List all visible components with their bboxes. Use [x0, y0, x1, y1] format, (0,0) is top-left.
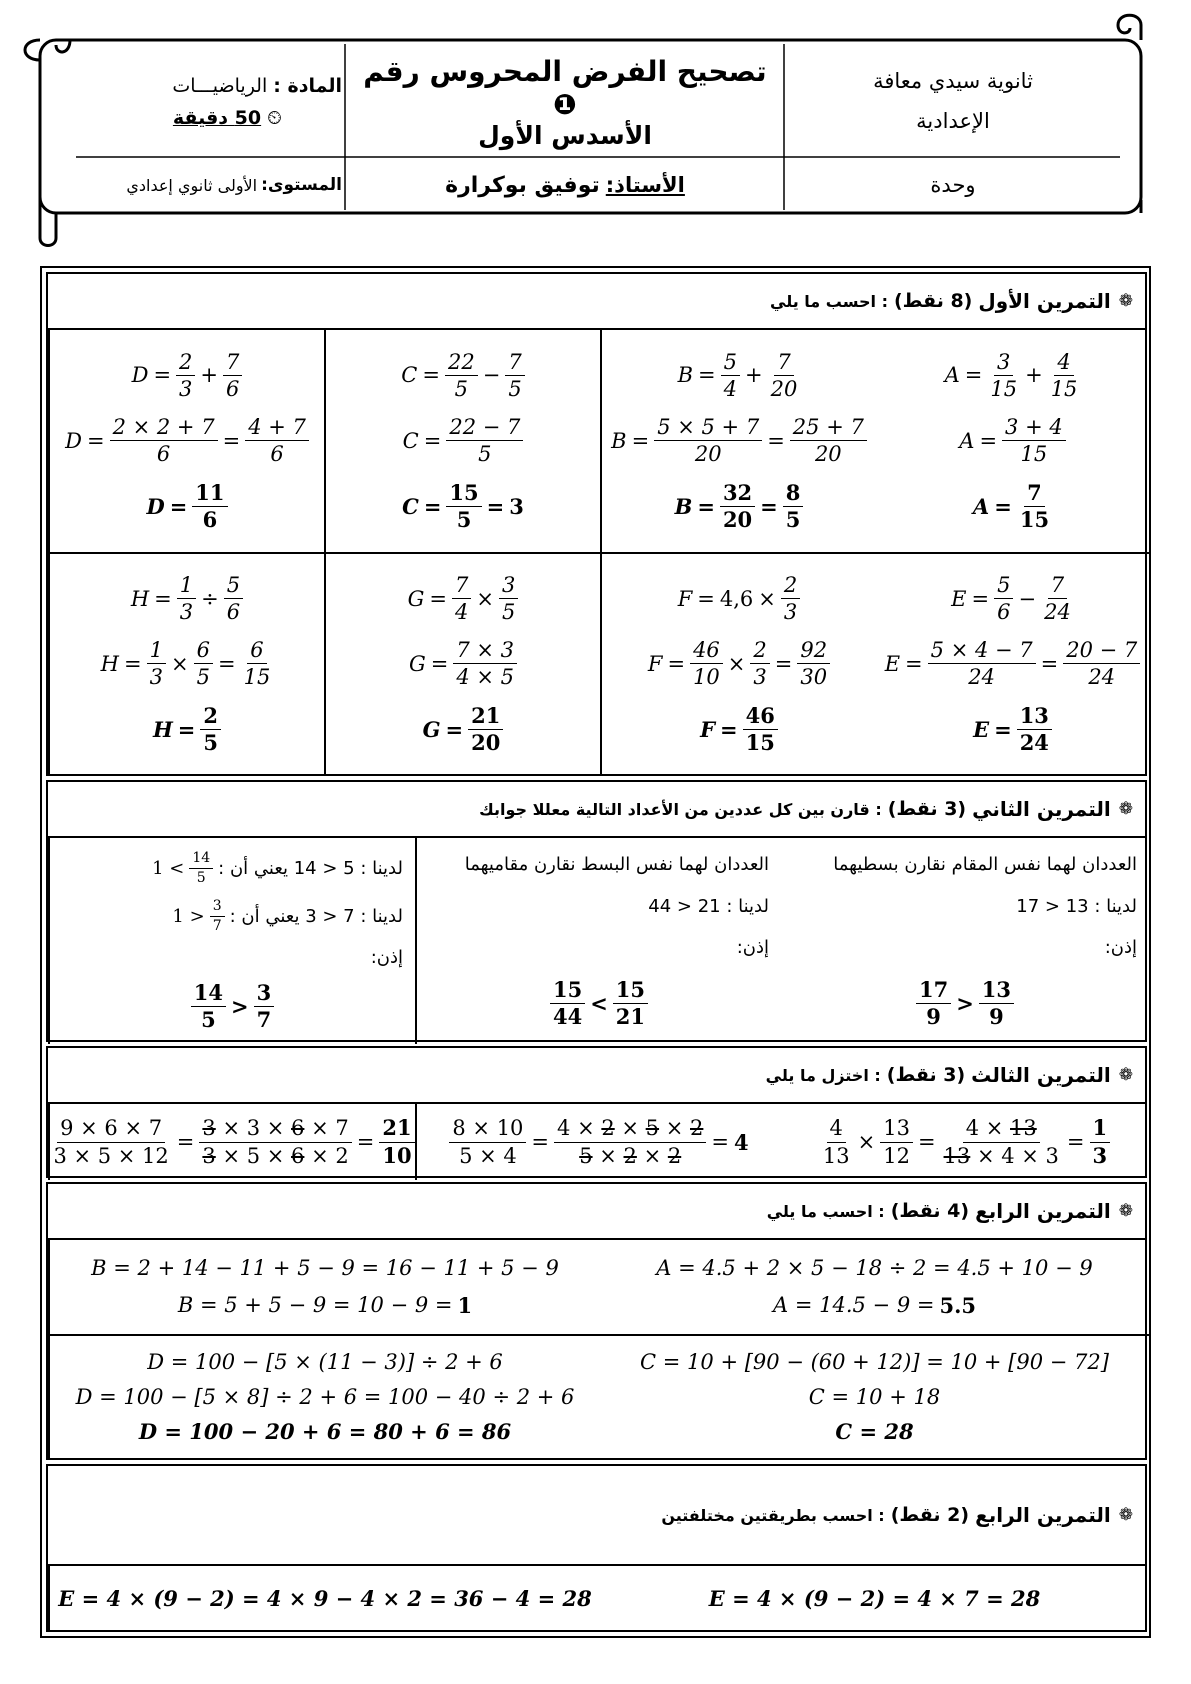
calc-A: A = $\frac{3}{15}$ + $\frac{4}{15}$ A = $\frac{3 + 4}{15}$ A = $\frac{7}{15}$	[944, 349, 1078, 533]
school-name: ثانوية سيدي معافة الإعدادية	[873, 69, 1033, 133]
compare-middle	[415, 838, 781, 1044]
exercise-2-grid	[48, 838, 1145, 1040]
calc-C: C = $\frac{22}{5}$ − $\frac{7}{5}$ C = $\frac{22 - 7}{5}$ C = $\frac{15}{5}$ = 3	[324, 330, 600, 552]
calc-4C-line2: C = 10 + 18	[808, 1384, 941, 1409]
exercise-5	[46, 1464, 1147, 1632]
header-scroll	[0, 0, 1191, 250]
simplify-right: $\frac{4}{13}$ × $\frac{13}{12}$ = $\frac{4 \times 13}{13 \times 4 \times 3}$ = $\frac{1}{3}$	[781, 1104, 1149, 1180]
calc-E: E = $\frac{5}{6}$ − $\frac{7}{24}$ E = $\frac{5 \times 4 - 7}{24}$ = $\frac{20 - 7}{24}$ E = $\frac{13}{24}$	[876, 552, 1149, 774]
exercise-2	[46, 780, 1147, 1042]
calc-G: G = $\frac{7}{4}$ × $\frac{3}{5}$ G = $\frac{7 \times 3}{4 \times 5}$ G = $\frac{21}{20}$	[324, 552, 600, 774]
calc-4B-line1: B = 2 + 14 − 11 + 5 − 9 = 16 − 11 + 5 − 9	[91, 1256, 559, 1281]
calc-4C-line1: C = 10 + [90 − (60 + 12)] = 10 + [90 − 72]	[640, 1350, 1109, 1375]
exercise-4-grid	[48, 1240, 1145, 1458]
flower-icon: ❁	[1118, 1505, 1133, 1525]
teacher-name: توفيق بوكرارة	[445, 172, 600, 198]
exercise-5-instruction: : احسب بطريقتين مختلفتين	[661, 1505, 885, 1525]
level-label: المستوى:	[261, 175, 342, 195]
duration-value: 50 دقيقة	[172, 107, 262, 129]
exercise-2-title: التمرين الثاني	[972, 797, 1111, 821]
subject-value: الرياضيـــات	[172, 75, 268, 97]
exercise-3-title: التمرين الثالث	[971, 1063, 1111, 1087]
subject-label: المادة :	[273, 75, 342, 97]
level-value: الأولى ثانوي إعدادي	[126, 175, 258, 195]
compare-left-line3: إذن:	[370, 947, 403, 969]
unit-label: وحدة	[930, 173, 976, 197]
calc-H: H = $\frac{1}{3}$ ÷ $\frac{5}{6}$ H = $\frac{1}{3}$ × $\frac{6}{5}$ = $\frac{6}{15}$ H = $\frac{2}{5}$	[48, 552, 324, 774]
calc-4D-line2: D = 100 − [5 × 8] ÷ 2 + 6 = 100 − 40 ÷ 2 + 6	[75, 1384, 575, 1409]
compare-middle-line3: إذن:	[736, 937, 769, 959]
exercise-4-instruction: : احسب ما يلي	[766, 1201, 885, 1221]
simplify-left: $\frac{9 \times 6 \times 7}{3 \times 5 \times 12}$ = $\frac{3 \times 3 \times 6 \times 7}{3 \times 5 \times 6 \times 2}$ = $\frac{21}{10}$	[48, 1104, 415, 1180]
exercise-1-title: التمرين الأول	[978, 289, 1111, 313]
calc-4A	[600, 1240, 1149, 1334]
exercise-5-points: (2 نقط)	[890, 1504, 970, 1526]
document-title: تصحيح الفرض المحروس رقم ❶	[363, 54, 767, 121]
calc-4A-result: 5.5	[939, 1292, 976, 1318]
exercise-5-title: التمرين الرابع	[975, 1503, 1111, 1527]
exercise-2-header	[48, 782, 1145, 838]
exercise-4-points: (4 نقط)	[890, 1200, 970, 1222]
compare-middle-result: 15 44 < 15 21	[550, 979, 648, 1028]
exercise-5-grid	[48, 1566, 1145, 1630]
compare-right-result: 17 9 > 13 9	[916, 979, 1014, 1028]
calc-5-right-line: E = 4 × (9 − 2) = 4 × 7 = 28	[708, 1585, 1041, 1611]
flower-icon: ❁	[1118, 799, 1133, 819]
teacher-label: الأستاذ:	[605, 173, 685, 197]
duration-line	[173, 107, 282, 129]
calc-5-right	[600, 1566, 1149, 1630]
teacher-cell	[349, 160, 781, 210]
clock-icon: ⏲	[267, 107, 282, 129]
unit-cell	[788, 160, 1118, 210]
calc-B: B = $\frac{5}{4}$ + $\frac{7}{20}$ B = $\frac{5 \times 5 + 7}{20}$ = $\frac{25 + 7}{20}$ B = $\frac{32}{20}$ = $\frac{8}{5}$	[600, 330, 876, 552]
level-cell	[80, 160, 342, 210]
simplify-middle: $\frac{8 \times 10}{5 \times 4}$ = $\frac{4 \times 2 \times 5 \times 2}{5 \times 2 \times 2}$ = 4	[415, 1104, 781, 1180]
exercise-1-points: (8 نقط)	[893, 290, 973, 312]
exercise-4	[46, 1182, 1147, 1460]
exercise-3-grid	[48, 1104, 1145, 1176]
title-cell	[349, 48, 781, 156]
exercise-1	[46, 272, 1147, 776]
school-cell	[788, 48, 1118, 156]
flower-icon: ❁	[1118, 291, 1133, 311]
calc-4D	[48, 1334, 600, 1458]
compare-middle-line1: العددان لهما نفس البسط نقارن مقاميهما	[464, 854, 769, 876]
exercise-1-instruction: : احسب ما يلي	[770, 291, 888, 311]
corrections-frame	[40, 266, 1151, 1638]
calc-4A-line2: A = 14.5 − 9 =	[773, 1293, 935, 1318]
calc-4B-line2: B = 5 + 5 − 9 = 10 − 9 =	[177, 1293, 453, 1318]
calc-4C-line3: C = 28	[835, 1418, 914, 1444]
flower-icon: ❁	[1118, 1201, 1133, 1221]
exercise-3-instruction: : اختزل ما يلي	[765, 1065, 881, 1085]
exercise-1-grid	[48, 330, 1145, 774]
calc-4B-result: 1	[457, 1292, 473, 1318]
flower-icon: ❁	[1118, 1065, 1133, 1085]
semester: الأسدس الأول	[478, 120, 652, 150]
exercise-3	[46, 1046, 1147, 1178]
subject-line	[172, 75, 342, 97]
calc-4D-line1: D = 100 − [5 × (11 − 3)] ÷ 2 + 6	[147, 1350, 503, 1375]
calc-4A-line1: A = 4.5 + 2 × 5 − 18 ÷ 2 = 4.5 + 10 − 9	[656, 1256, 1093, 1281]
exercise-2-instruction: : قارن بين كل عددين من الأعداد التالية معللا جوابك	[479, 799, 882, 819]
compare-middle-line2: لدينا : 21 < 44	[648, 895, 769, 917]
calc-4B	[48, 1240, 600, 1334]
compare-left-result: 14 5 > 3 7	[191, 982, 274, 1031]
calc-F: F = 4,6 × $\frac{2}{3}$ F = $\frac{46}{10}$ × $\frac{2}{3}$ = $\frac{92}{30}$ F = $\frac{46}{15}$	[600, 552, 876, 774]
exercise-3-header	[48, 1048, 1145, 1104]
compare-right	[781, 838, 1149, 1044]
compare-right-line2: لدينا : 13 < 17	[1016, 895, 1137, 917]
exercise-3-points: (3 نقط)	[886, 1064, 966, 1086]
compare-right-line1: العددان لهما نفس المقام نقارن بسطيهما	[833, 854, 1137, 876]
exercise-4-title: التمرين الرابع	[975, 1199, 1111, 1223]
compare-right-line3: إذن:	[1104, 937, 1137, 959]
compare-left-line1: لدينا : 5 < 14 يعني أن :	[218, 857, 403, 879]
calc-5-left	[48, 1566, 600, 1630]
subject-cell	[80, 52, 342, 152]
calc-4C	[600, 1334, 1149, 1458]
calc-4D-line3: D = 100 − 20 + 6 = 80 + 6 = 86	[138, 1418, 512, 1444]
exercise-2-points: (3 نقط)	[887, 798, 967, 820]
exercise-5-header	[48, 1466, 1145, 1566]
exercise-1-header	[48, 274, 1145, 330]
compare-left-line2: لدينا : 7 < 3 يعني أن :	[229, 905, 403, 927]
exercise-4-header	[48, 1184, 1145, 1240]
calc-D: D = $\frac{2}{3}$ + $\frac{7}{6}$ D = $\frac{2 \times 2 + 7}{6}$ = $\frac{4 + 7}{6}$ D = $\frac{11}{6}$	[48, 330, 324, 552]
compare-left: 1 < 14 5 لدينا : 5 < 14 يعني أن : 1 > 3 7 لدينا : 7 < 3 يعني أن : إذن: 14 5 > 3 7	[48, 838, 415, 1044]
calc-5-left-line: E = 4 × (9 − 2) = 4 × 9 − 4 × 2 = 36 − 4 = 28	[58, 1585, 592, 1611]
